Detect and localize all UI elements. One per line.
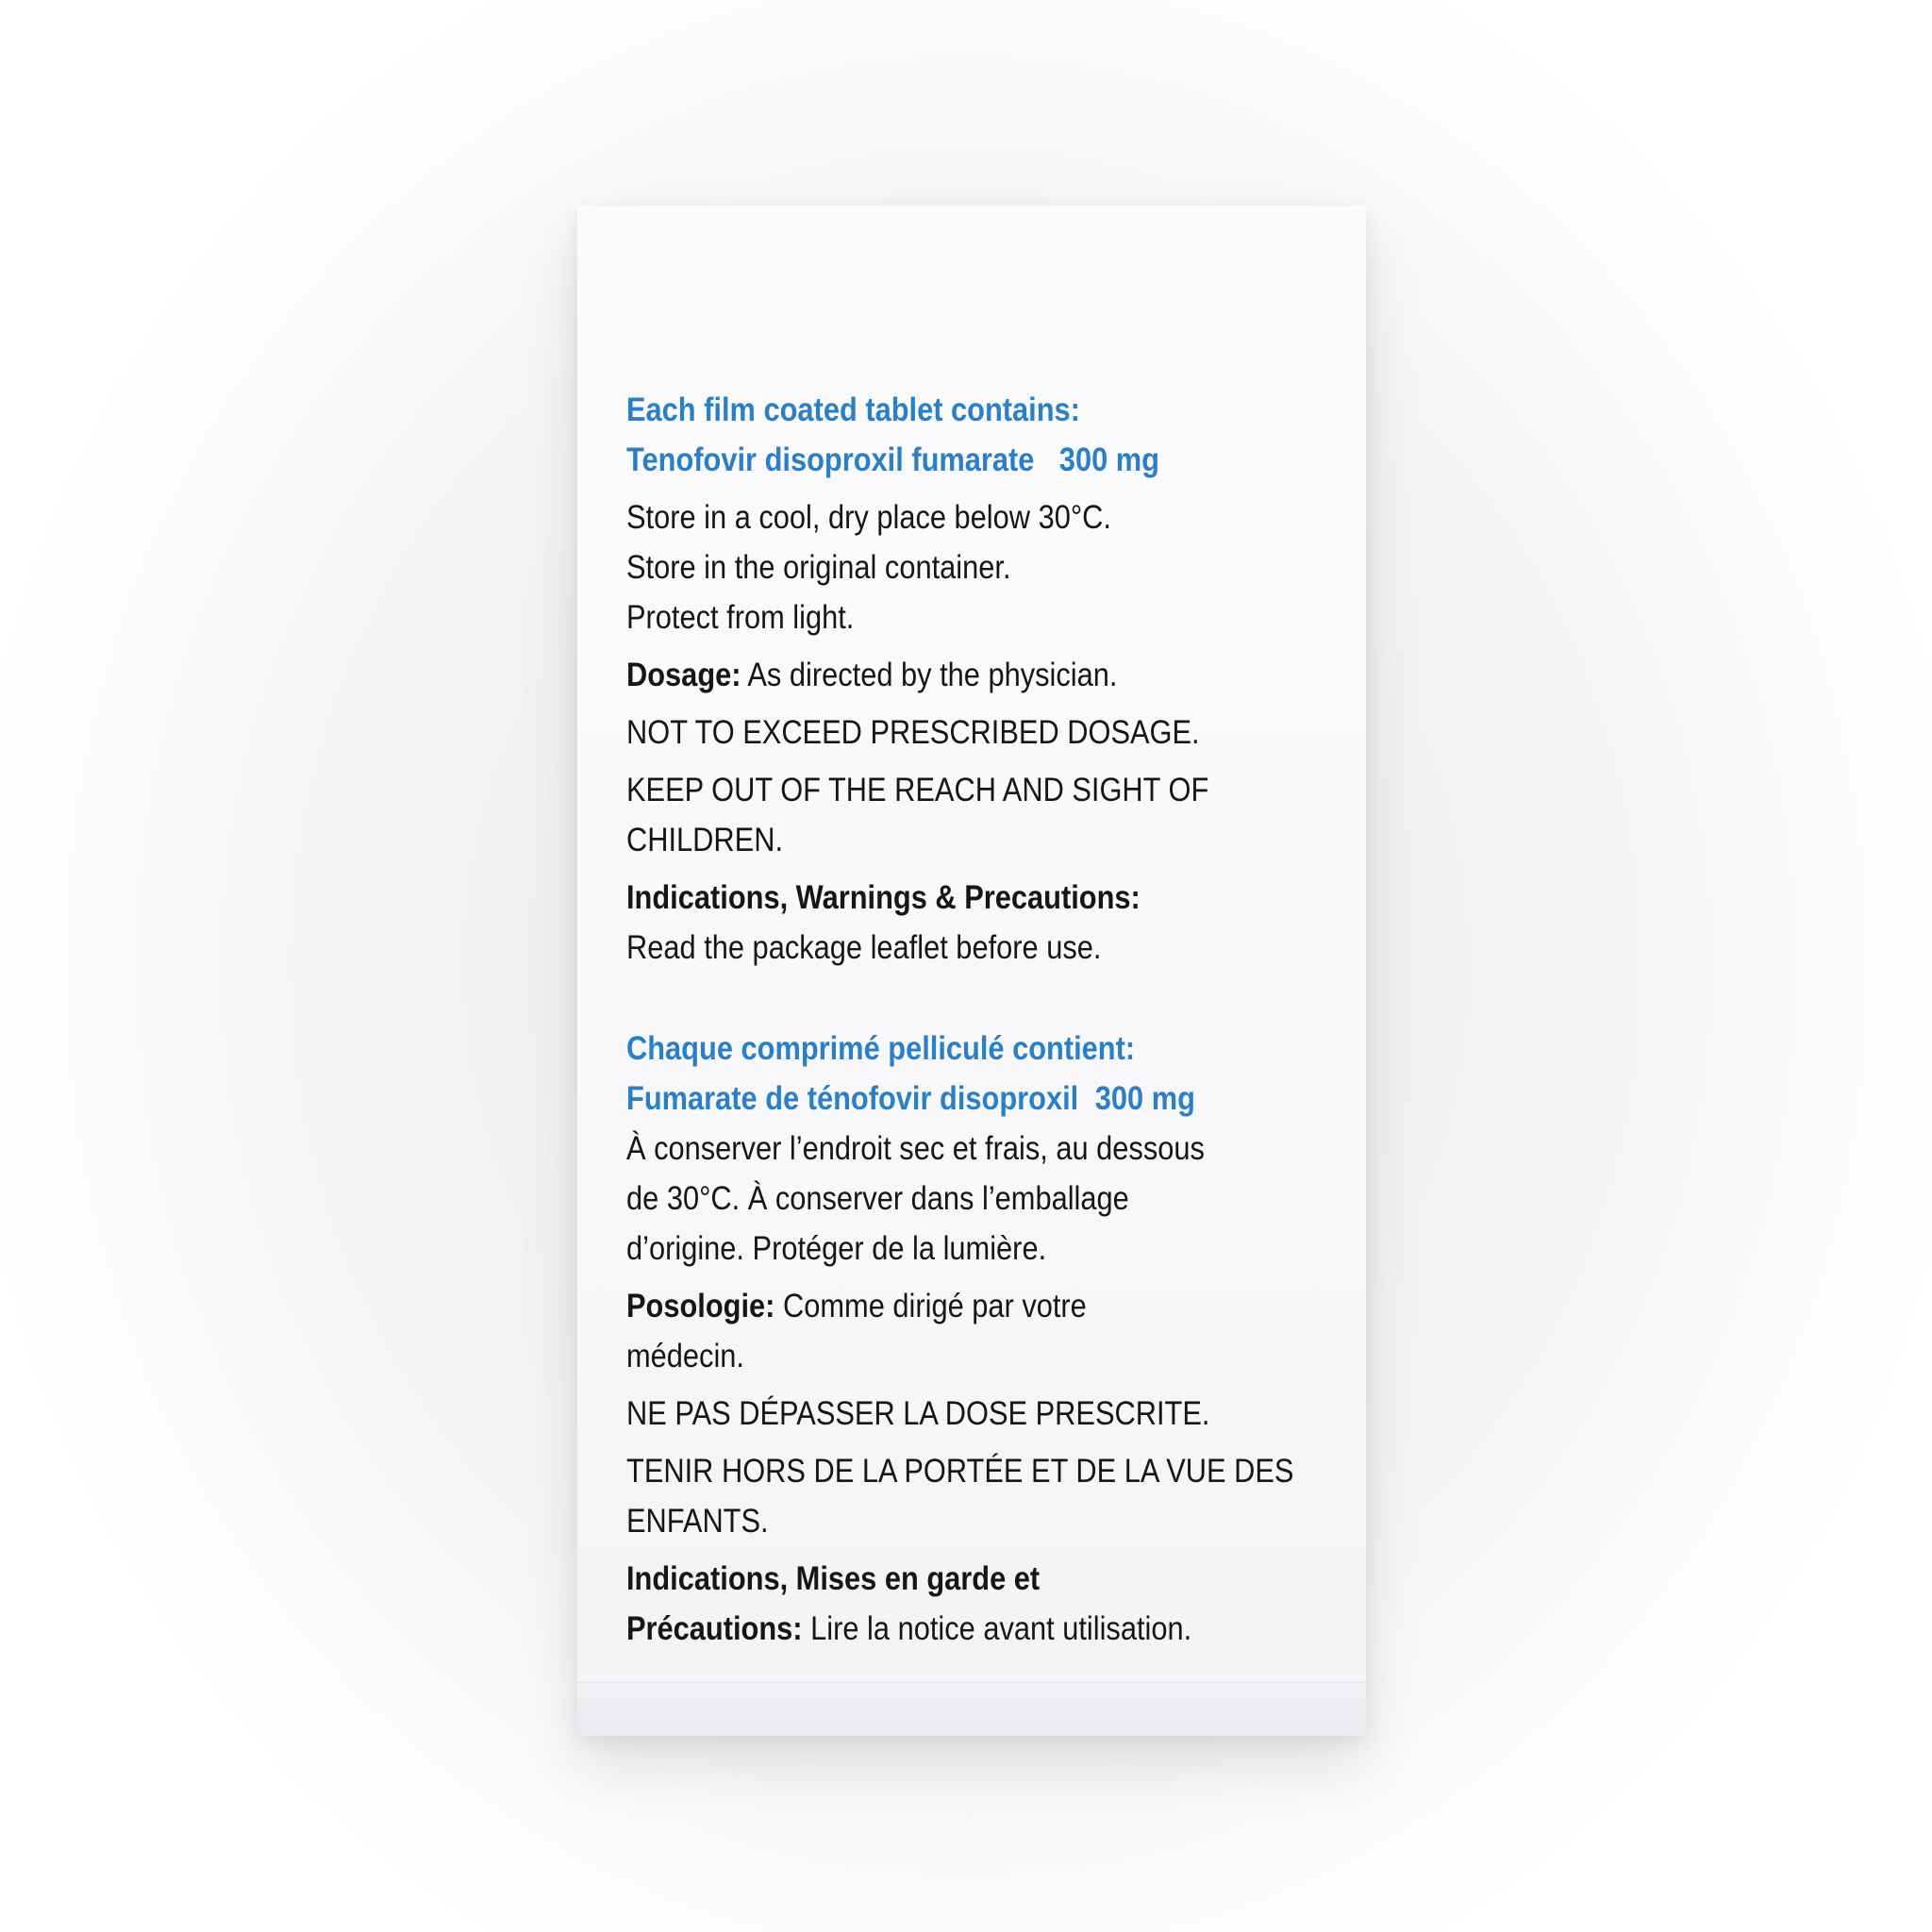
fr-indications-label-line2: Précautions: — [626, 1610, 803, 1647]
fr-warning-dose: NE PAS DÉPASSER LA DOSE PRESCRITE. — [626, 1395, 1210, 1432]
en-strength: 300 mg — [1058, 441, 1159, 478]
en-indications-label: Indications, Warnings & Precautions: — [626, 879, 1141, 916]
en-dosage-label: Dosage: — [626, 657, 741, 693]
fr-indications-line-2 — [626, 1604, 1257, 1654]
fr-indications-text: Lire la notice avant utilisation. — [810, 1610, 1192, 1647]
en-indications-label-line — [626, 873, 1257, 923]
fr-ingredient-line — [626, 1074, 1257, 1124]
en-ingredient-line — [626, 435, 1257, 485]
en-storage-2: Store in the original container. — [626, 549, 1011, 586]
en-warning-dose: NOT TO EXCEED PRESCRIBED DOSAGE. — [626, 714, 1200, 751]
label-text-block — [626, 385, 1294, 1654]
medicine-box-panel — [577, 206, 1366, 1736]
fr-strength: 300 mg — [1094, 1080, 1195, 1117]
en-contains-heading: Each film coated tablet contains: — [626, 391, 1080, 428]
fr-storage-1: À conserver l’endroit sec et frais, au dessous — [626, 1130, 1205, 1167]
fr-storage-3: d’origine. Protéger de la lumière. — [626, 1230, 1047, 1267]
box-bottom-edge — [577, 1682, 1366, 1736]
fr-contains-heading: Chaque comprimé pelliculé contient: — [626, 1030, 1136, 1067]
fr-warning-children-2: ENFANTS. — [626, 1503, 769, 1540]
fr-dosage-text-2: médecin. — [626, 1338, 744, 1374]
en-storage-1: Store in a cool, dry place below 30°C. — [626, 499, 1111, 536]
fr-dosage-label: Posologie: — [626, 1288, 775, 1324]
en-indications-text: Read the package leaflet before use. — [626, 929, 1102, 966]
fr-storage-2: de 30°C. À conserver dans l’emballage — [626, 1180, 1129, 1217]
fr-indications-label-line1: Indications, Mises en garde et — [626, 1560, 1041, 1597]
fr-indications-label-1 — [626, 1554, 1257, 1604]
fr-ingredient: Fumarate de ténofovir disoproxil — [626, 1080, 1079, 1117]
en-warning-children-2: CHILDREN. — [626, 822, 784, 858]
en-storage-3: Protect from light. — [626, 599, 855, 636]
fr-dosage-text-1: Comme dirigé par votre — [783, 1288, 1087, 1324]
fr-warning-children-1: TENIR HORS DE LA PORTÉE ET DE LA VUE DES — [626, 1453, 1294, 1490]
en-ingredient: Tenofovir disoproxil fumarate — [626, 441, 1035, 478]
fr-dosage — [626, 1281, 1257, 1331]
en-warning-children-1: KEEP OUT OF THE REACH AND SIGHT OF — [626, 772, 1209, 808]
en-dosage-text: As directed by the physician. — [747, 657, 1118, 693]
en-dosage — [626, 650, 1257, 700]
